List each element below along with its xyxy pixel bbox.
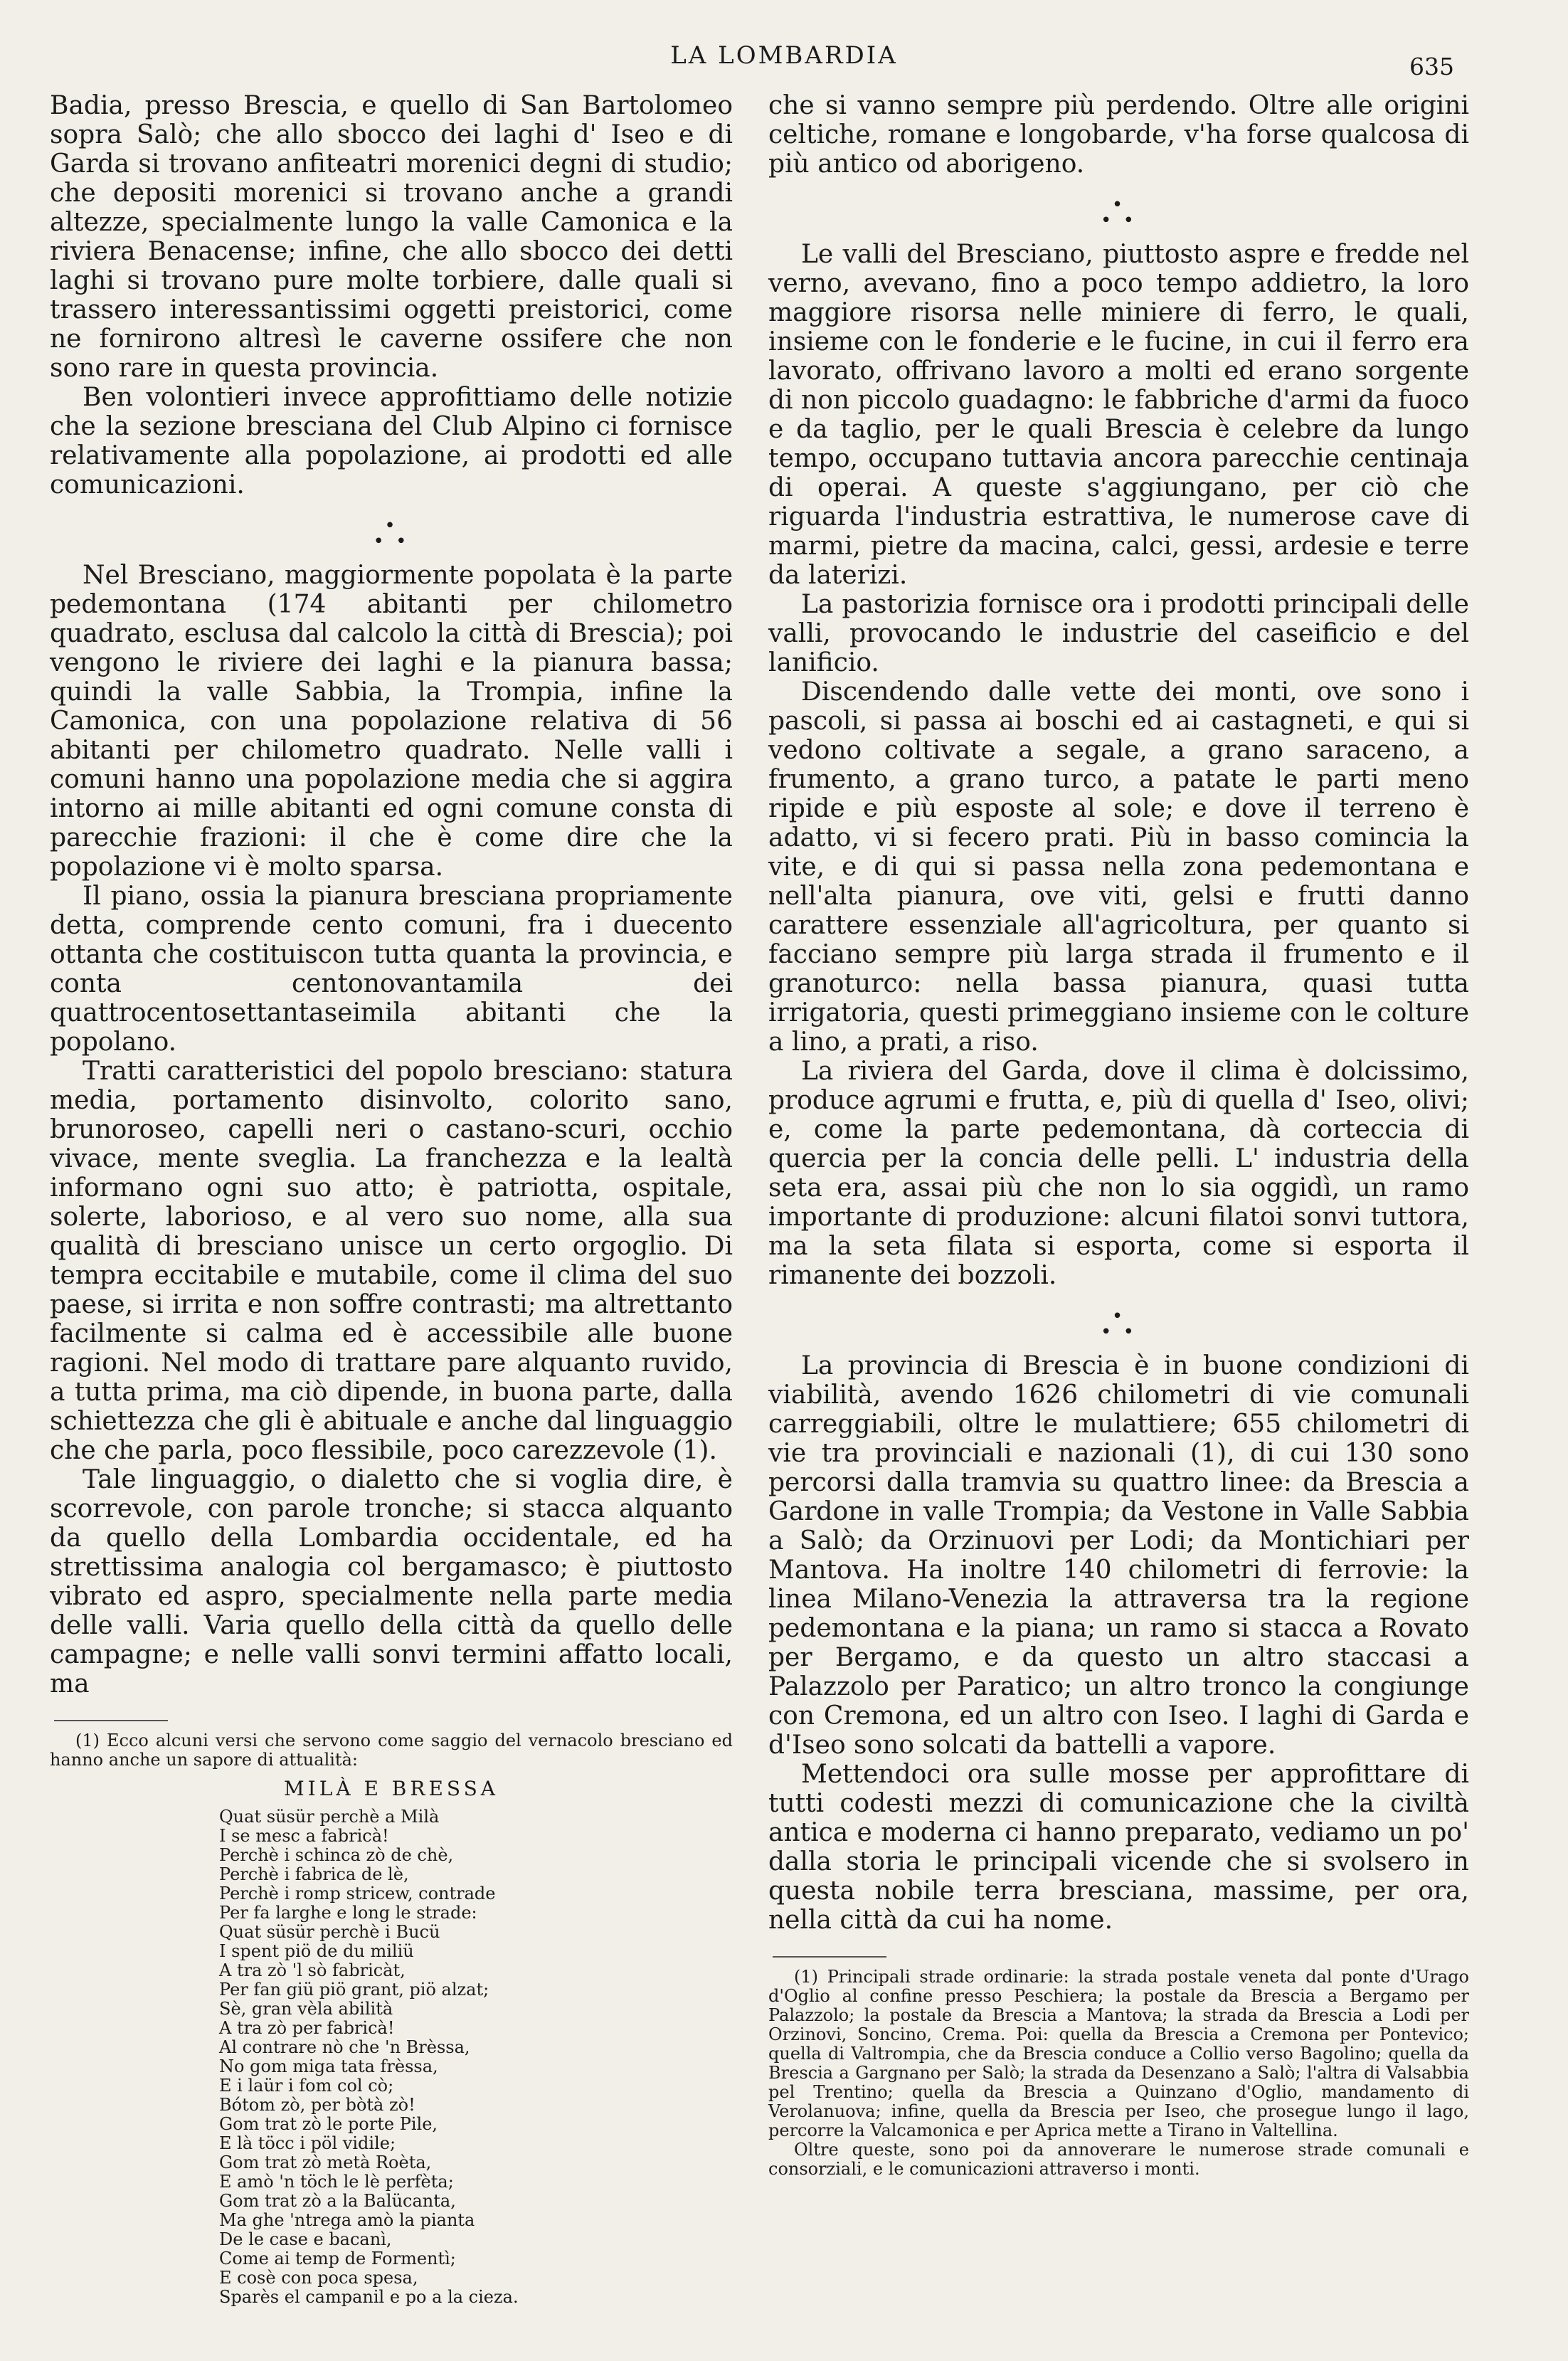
poem-line: Ma ghe 'ntrega amò la pianta (219, 2210, 475, 2230)
footnote: (1) Ecco alcuni versi che servono come saggio del vernacolo bresciano ed hanno anche un sapore di attualità: (50, 1731, 733, 1770)
running-head: LA LOMBARDIA (670, 41, 898, 70)
paragraph: Discendendo dalle vette dei monti, ove sono i pascoli, si passa ai boschi ed ai castagneti, e qui si vedono coltivate a segale, a grano saraceno, a frumento, a grano turco, a patate le parti meno ripide e più esposte al sole; e dove il terreno è adatto, vi si fecero prati. Più in basso comincia la vite, e di qui si passa nella zona pedemontana e nell'alta pianura, ove viti, gelsi e frutti danno carattere essenziale all'agricoltura, per quanto si facciano sempre più larga strada il frumento e il granoturco: nella bassa pianura, quasi tutta irrigatoria, questi primeggiano insieme con le colture a lino, a prati, a riso. (768, 677, 1469, 1057)
paragraph: La provincia di Brescia è in buone condizioni di viabilità, avendo 1626 chilometri di vie comunali carreggiabili, oltre le mulattiere; 655 chilometri di vie tra provinciali e nazionali (1), di cui 130 sono percorsi dalla tramvia su quattro linee: da Brescia a Gardone in valle Trompia; da Vestone in Valle Sabbia a Salò; da Orzinuovi per Lodi; da Montichiari per Mantova. Ha inoltre 140 chilometri di ferrovie: la linea Milano-Venezia la attraversa tra la regione pedemontana e la piana; un ramo si stacca a Rovato per Bergamo, e da questo un altro staccasi a Palazzolo per Paratico; un altro tronco la congiunge con Cremona, ed un altro con Iseo. I laghi di Garda e d'Iseo sono solcati da battelli a vapore. (768, 1351, 1469, 1760)
paragraph: Le valli del Bresciano, piuttosto aspre e fredde nel verno, avevano, fino a poco tempo addietro, la loro maggiore risorsa nelle miniere di ferro, le quali, insieme con le fonderie e le fucine, in cui il ferro era lavorato, offrivano lavoro a molti ed erano sorgente di non piccolo guadagno: le fabbriche d'armi da fuoco e da taglio, per le quali Brescia è celebre da lungo tempo, occupano tuttavia ancora parecchie centinaja di operai. A queste s'aggiungano, per ciò che riguarda l'industria estrattiva, le numerose cave di marmi, pietre da macina, calci, gessi, ardesie e terre da laterizi. (768, 240, 1469, 590)
paragraph: Mettendoci ora sulle mosse per approfittare di tutti codesti mezzi di comunicazione che la civiltà antica e moderna ci hanno preparato, vediamo un po' dalla storia le principali vicende che si svolsero in questa nobile terra bresciana, massime, per ora, nella città da cui ha nome. (768, 1760, 1469, 1935)
poem-line: I se mesc a fabricà! (219, 1826, 389, 1846)
poem-line: Sè, gran vèla abilità (219, 1999, 393, 2019)
poem-line: E amò 'n töch le lè perfèta; (219, 2172, 454, 2192)
poem-line: Quat süsür perchè i Bucü (219, 1922, 440, 1942)
section-separator: • • • (373, 515, 410, 552)
poem-line: A tra zò 'l sò fabricàt, (219, 1960, 406, 1980)
footnote: (1) Principali strade ordinarie: la strada postale veneta dal ponte d'Urago d'Oglio al confine presso Peschiera; la postale da Brescia a Bergamo per Palazzolo; la postale da Brescia a Mantova; la strada da Brescia a Lodi per Orzinovi, Soncino, Crema. Poi: quella da Brescia a Cremona per Pontevico; quella di Valtrompia, che da Brescia conduce a Collio verso Bagolino; quella da Brescia a Gargnano per Salò; la strada da Desenzano a Salò; l'altra di Valsabbia pel Trentino; quella da Brescia a Quinzano d'Oglio, mandamento di Verolanuova; infine, quella da Brescia per Iseo, che prosegue lungo il lago, percorre la Valcamonica e per Aprica mette a Tirano in Valtellina. (768, 1967, 1469, 2140)
poem-line: Per fan giü piö grant, piö alzat; (219, 1980, 489, 2000)
page-number: 635 (1409, 53, 1454, 80)
poem-line: E i laür i fom col cò; (219, 2076, 394, 2096)
section-separator: • • • (1101, 194, 1137, 231)
paragraph: Tale linguaggio, o dialetto che si voglia dire, è scorrevole, con parole tronche; si stacca alquanto da quello della Lombardia occidentale, ed ha strettissima analogia col bergamasco; è piuttosto vibrato ed aspro, specialmente nella parte media delle valli. Varia quello della città da quello delle campagne; e nelle valli sonvi termini affatto locali, ma (50, 1465, 733, 1699)
poem-line: Perchè i romp stricew, contrade (219, 1884, 496, 1903)
footnote-rule (54, 1720, 168, 1721)
paragraph: Ben volontieri invece approfittiamo delle notizie che la sezione bresciana del Club Alpino ci fornisce relativamente alla popolazione, ai prodotti ed alle comunicazioni. (50, 383, 733, 500)
poem-line: No gom miga tata frèssa, (219, 2056, 438, 2076)
poem-line: De le case e bacanì, (219, 2229, 392, 2249)
paragraph: Badia, presso Brescia, e quello di San Bartolomeo sopra Salò; che allo sbocco dei laghi d' Iseo e di Garda si trovano anfiteatri morenici degni di studio; che depositi morenici si trovano anche a grandi altezze, specialmente lungo la valle Camonica e la riviera Benacense; infine, che allo sbocco dei detti laghi si trovano pure molte torbiere, dalle quali si trassero interessantissimi oggetti preistorici, come ne fornirono altresì le caverne ossifere che non sono rare in questa provincia. (50, 91, 733, 383)
poem-line: A tra zò per fabricà! (219, 2018, 395, 2038)
paragraph: Tratti caratteristici del popolo bresciano: statura media, portamento disinvolto, colorito sano, brunoroseo, capelli neri o castano-scuri, occhio vivace, mente sveglia. La franchezza e la lealtà informano ogni suo atto; è patriotta, ospitale, solerte, laborioso, e al vero suo nome, alla sua qualità di bresciano unisce un certo orgoglio. Di tempra eccitabile e mutabile, come il clima del suo paese, si irrita e non soffre contrasti; ma altrettanto facilmente si calma ed è accessibile alle buone ragioni. Nel modo di trattare pare alquanto ruvido, a tutta prima, ma ciò dipende, in buona parte, dalla schiettezza che gli è abituale e anche dal linguaggio che che parla, poco flessibile, poco carezzevole (1). (50, 1057, 733, 1465)
right-column (768, 91, 1469, 2179)
paragraph: Nel Bresciano, maggiormente popolata è la parte pedemontana (174 abitanti per chilometro quadrato, esclusa dal calcolo la città di Brescia); poi vengono le riviere dei laghi e la pianura bassa; quindi la valle Sabbia, la Trompia, infine la Camonica, con una popolazione relativa di 56 abitanti per chilometro quadrato. Nelle valli i comuni hanno una popolazione media che si aggira intorno ai mille abitanti ed ogni comune consta di parecchie frazioni: il che è come dire che la popolazione vi è molto sparsa. (50, 561, 733, 882)
poem-line: Per fa larghe e long le strade: (219, 1903, 477, 1923)
poem-line: Perchè i fabrica de lè, (219, 1864, 409, 1884)
section-separator: • • • (1101, 1306, 1137, 1343)
poem-title: MILÀ E BRESSA (284, 1777, 499, 1800)
poem-line: I spent piö de du miliü (219, 1941, 414, 1961)
poem-line: E là töcc i pöl vidile; (219, 2133, 396, 2153)
footnote-rule (773, 1956, 886, 1958)
paragraph: La pastorizia fornisce ora i prodotti principali delle valli, provocando le industrie del caseificio e del lanificio. (768, 590, 1469, 677)
poem (50, 1807, 733, 2307)
poem-line: Perchè i schinca zò de chè, (219, 1845, 454, 1865)
left-column (50, 91, 733, 2307)
poem-line: Gom trat zò le porte Pile, (219, 2114, 438, 2134)
poem-line: Gom trat zò metà Roèta, (219, 2153, 432, 2172)
poem-line: Quat süsür perchè a Milà (219, 1807, 440, 1827)
paragraph: che si vanno sempre più perdendo. Oltre alle origini celtiche, romane e longobarde, v'ha forse qualcosa di più antico od aborigeno. (768, 91, 1469, 179)
poem-line: Bótom zò, per bòtà zò! (219, 2095, 415, 2115)
poem-line: Gom trat zò a la Balücanta, (219, 2191, 456, 2211)
poem-line: Come ai temp de Formentì; (219, 2249, 456, 2268)
paragraph: La riviera del Garda, dove il clima è dolcissimo, produce agrumi e frutta, e, più di quella d' Iseo, olivi; e, come la parte pedemontana, dà corteccia di quercia per la concia delle pelli. L' industria della seta era, assai più che non lo sia oggidì, un ramo importante di produzione: alcuni filatoi sonvi tuttora, ma la seta filata si esporta, come si esporta il rimanente dei bozzoli. (768, 1057, 1469, 1290)
poem-line: E cosè con poca spesa, (219, 2268, 418, 2288)
paragraph: Il piano, ossia la pianura bresciana propriamente detta, comprende cento comuni, fra i duecento ottanta che costituiscon tutta quanta la provincia, e conta centonovantamila dei quattrocentosettantaseimila abitanti che la popolano. (50, 882, 733, 1057)
poem-line: Al contrare nò che 'n Brèssa, (219, 2037, 470, 2057)
poem-line: Sparès el campanil e po a la cieza. (219, 2287, 519, 2307)
footnote: Oltre queste, sono poi da annoverare le numerose strade comunali e consorziali, e le comunicazioni attraverso i monti. (768, 2140, 1469, 2179)
